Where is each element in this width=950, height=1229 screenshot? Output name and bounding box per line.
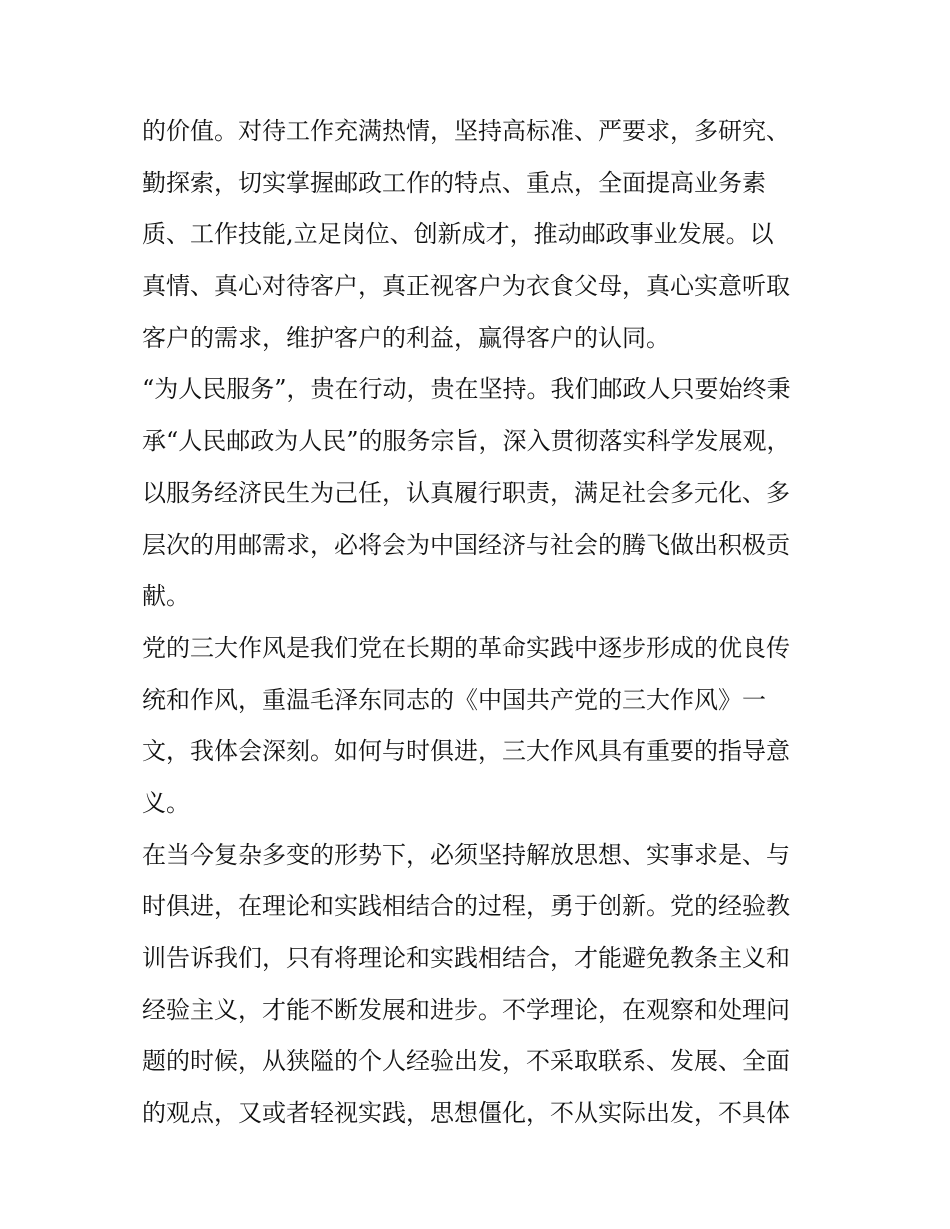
text-line: 党的三大作风是我们党在长期的革命实践中逐步形成的优良传 <box>142 633 790 662</box>
text-line: 客户的需求，维护客户的利益，赢得客户的认同。 <box>142 323 670 352</box>
text-line: 时俱进，在理论和实践相结合的过程，勇于创新。党的经验教 <box>142 892 790 921</box>
text-line: 真情、真心对待客户，真正视客户为衣食父母，真心实意听取 <box>142 272 790 301</box>
text-line: 训告诉我们，只有将理论和实践相结合，才能避免教条主义和 <box>142 944 790 972</box>
text-line: 承“人民邮政为人民”的服务宗旨，深入贯彻落实科学发展观， <box>142 427 791 456</box>
text-line: “为人民服务”，贵在行动，贵在坚持。我们邮政人只要始终秉 <box>142 375 791 404</box>
text-line: 勤探索，切实掌握邮政工作的特点、重点，全面提高业务素 <box>142 168 766 197</box>
text-line: 的价值。对待工作充满热情，坚持高标准、严要求，多研究、 <box>142 117 790 145</box>
document-body <box>142 106 822 1140</box>
text-line: 义。 <box>142 788 190 817</box>
text-line: 经验主义，才能不断发展和进步。不学理论，在观察和处理问 <box>142 995 790 1024</box>
text-line: 以服务经济民生为己任，认真履行职责，满足社会多元化、多 <box>142 478 790 507</box>
text-line: 统和作风，重温毛泽东同志的《中国共产党的三大作风》一 <box>142 685 766 714</box>
text-line: 的观点，又或者轻视实践，思想僵化，不从实际出发，不具体 <box>142 1099 790 1128</box>
text-line: 层次的用邮需求，必将会为中国经济与社会的腾飞做出积极贡 <box>142 530 790 559</box>
text-line: 献。 <box>142 582 190 611</box>
text-line: 质、工作技能,立足岗位、创新成才，推动邮政事业发展。以 <box>142 220 774 249</box>
text-line: 文，我体会深刻。如何与时俱进，三大作风具有重要的指导意 <box>142 737 790 766</box>
text-line: 在当今复杂多变的形势下，必须坚持解放思想、实事求是、与 <box>142 840 790 869</box>
text-line: 题的时候，从狭隘的个人经验出发，不采取联系、发展、全面 <box>142 1047 790 1076</box>
